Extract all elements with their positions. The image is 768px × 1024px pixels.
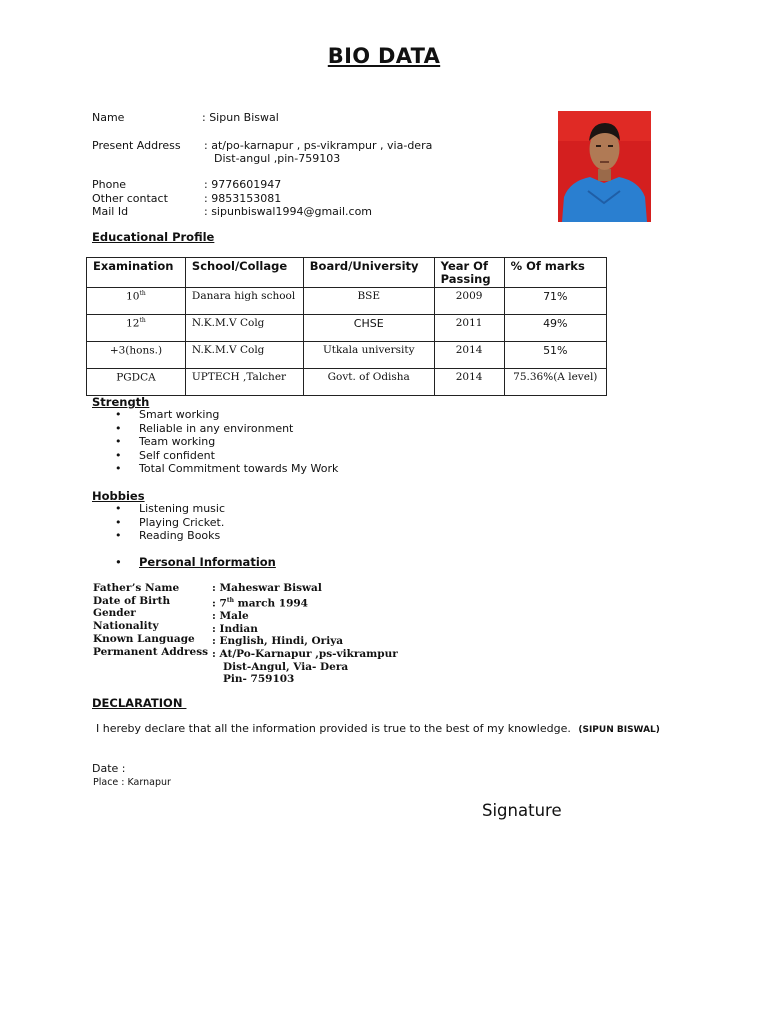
address-label: Present Address bbox=[92, 139, 181, 152]
dob-label: Date of Birth bbox=[93, 594, 171, 607]
table-row bbox=[87, 369, 607, 396]
personal-labels bbox=[93, 582, 208, 658]
permanent-address-label: Permanent Address bbox=[93, 645, 209, 658]
column-header: % Of marks bbox=[504, 258, 606, 288]
year-cell: 2009 bbox=[434, 288, 504, 315]
hobbies-heading: Hobbies bbox=[92, 489, 145, 503]
mail-label: Mail Id bbox=[92, 205, 129, 218]
father-value: : Maheswar Biswal bbox=[212, 582, 322, 594]
gender-value: : Male bbox=[212, 609, 249, 622]
address-line-1: : at/po-karnapur , ps-vikrampur , via-dera bbox=[204, 139, 433, 152]
permanent-address-line-1: : At/Po-Karnapur ,ps-vikrampur bbox=[212, 648, 398, 661]
list-item: • Self confident bbox=[115, 449, 338, 463]
declaration-text bbox=[96, 722, 660, 735]
exam-cell: +3(hons.) bbox=[87, 342, 186, 369]
list-item: • Listening music bbox=[115, 502, 225, 516]
address-line-2: Dist-angul ,pin-759103 bbox=[214, 152, 341, 165]
marks-cell: 75.36%(A level) bbox=[504, 369, 606, 396]
father-label: Father’s Name bbox=[93, 582, 180, 594]
bullet-icon: • bbox=[115, 555, 122, 569]
year-cell: 2014 bbox=[434, 342, 504, 369]
year-cell: 2011 bbox=[434, 315, 504, 342]
phone-label: Phone bbox=[92, 178, 127, 191]
school-cell: N.K.M.V Colg bbox=[185, 315, 303, 342]
other-contact-label: Other contact bbox=[92, 192, 168, 205]
column-header: Year Of Passing bbox=[434, 258, 504, 288]
list-item: • Smart working bbox=[115, 408, 338, 422]
column-header: Board/University bbox=[303, 258, 434, 288]
language-label: Known Language bbox=[93, 632, 195, 645]
place-field: Place : Karnapur bbox=[93, 777, 171, 788]
declaration-heading: DECLARATION bbox=[92, 696, 187, 710]
education-table bbox=[86, 257, 607, 396]
profile-photo bbox=[558, 111, 651, 222]
exam-cell: PGDCA bbox=[87, 369, 186, 396]
marks-cell: 51% bbox=[504, 342, 606, 369]
board-cell: Govt. of Odisha bbox=[303, 369, 434, 396]
school-cell: N.K.M.V Colg bbox=[185, 342, 303, 369]
table-row bbox=[87, 288, 607, 315]
permanent-address-line-3: Pin- 759103 bbox=[223, 673, 295, 686]
declaration-name: (SIPUN BISWAL) bbox=[578, 725, 660, 735]
marks-cell: 71% bbox=[504, 288, 606, 315]
marks-cell: 49% bbox=[504, 315, 606, 342]
nationality-value: : Indian bbox=[212, 622, 258, 635]
school-cell: UPTECH ,Talcher bbox=[185, 369, 303, 396]
date-field: Date : bbox=[92, 762, 126, 775]
list-item: • Total Commitment towards My Work bbox=[115, 462, 338, 476]
hobbies-list bbox=[115, 502, 225, 543]
permanent-address-line-2: Dist-Angul, Via- Dera bbox=[223, 660, 349, 673]
name-label: Name bbox=[92, 111, 125, 124]
page-title: BIO DATA bbox=[327, 44, 441, 68]
list-item: • Team working bbox=[115, 435, 338, 449]
other-contact-value: : 9853153081 bbox=[204, 192, 282, 205]
personal-heading: Personal Information bbox=[139, 555, 276, 569]
list-item: • Reliable in any environment bbox=[115, 422, 338, 436]
exam-cell: 12th bbox=[87, 315, 186, 342]
table-row bbox=[87, 315, 607, 342]
personal-values bbox=[212, 582, 398, 686]
board-cell: Utkala university bbox=[303, 342, 434, 369]
nationality-label: Nationality bbox=[93, 620, 159, 633]
person-photo-icon bbox=[558, 111, 651, 222]
gender-label: Gender bbox=[93, 607, 136, 620]
strength-heading: Strength bbox=[92, 395, 150, 409]
strength-list bbox=[115, 408, 338, 476]
list-item: • Reading Books bbox=[115, 529, 225, 543]
phone-value: : 9776601947 bbox=[204, 178, 282, 191]
signature-label: Signature bbox=[482, 801, 562, 820]
dob-value: : 7th march 1994 bbox=[212, 596, 308, 610]
column-header: Examination bbox=[87, 258, 186, 288]
language-value: : English, Hindi, Oriya bbox=[212, 635, 344, 648]
table-header-row bbox=[87, 258, 607, 288]
school-cell: Danara high school bbox=[185, 288, 303, 315]
exam-cell: 10th bbox=[87, 288, 186, 315]
board-cell: BSE bbox=[303, 288, 434, 315]
board-cell: CHSE bbox=[303, 315, 434, 342]
table-row bbox=[87, 342, 607, 369]
mail-value: : sipunbiswal1994@gmail.com bbox=[204, 205, 373, 218]
year-cell: 2014 bbox=[434, 369, 504, 396]
education-heading: Educational Profile bbox=[92, 230, 215, 244]
name-value: : Sipun Biswal bbox=[202, 111, 279, 124]
list-item: • Playing Cricket. bbox=[115, 516, 225, 530]
column-header: School/Collage bbox=[185, 258, 303, 288]
declaration-statement: I hereby declare that all the information provided is true to the best of my knowledge. bbox=[96, 722, 571, 735]
